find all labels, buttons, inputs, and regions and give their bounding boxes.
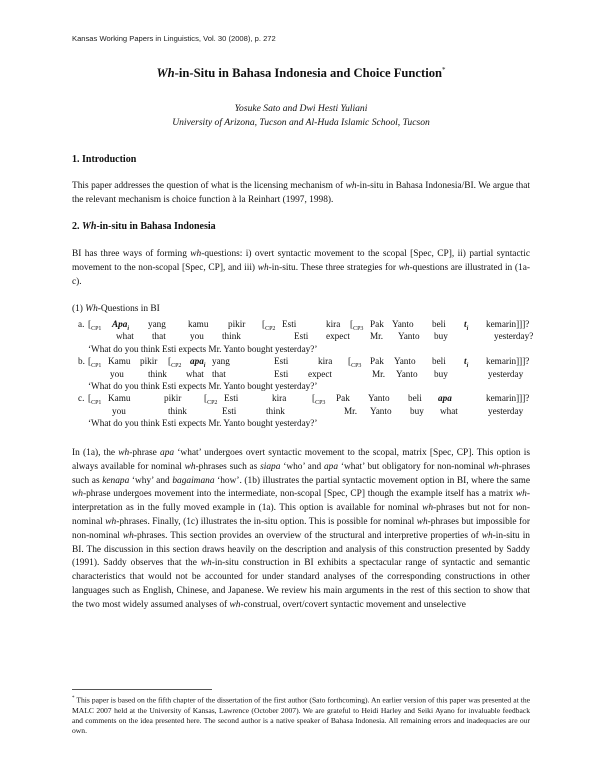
- title-footnote-mark: *: [442, 66, 446, 74]
- example-1c-line: c. [$_{CP1}$ Kamu pikir [$_{CP2}$ Esti kira [$_{CP3}$ Pak Yanto beli apa kemarin]]]?: [78, 393, 530, 407]
- footnote-text: This paper is based on the fifth chapter of the dissertation of the first author (Sato forthcoming). An earlier version of this paper was presented at the MALC 2007 held at the University of Kansas, Lawrence (October 2007). We are grateful to Heidi Harley and Seiki Ayano for invaluable feedback and comments on the idea presented here. The second author is a native speaker of Bahasa Indonesia. All remaining errors and inadequacies are our own.: [72, 695, 530, 736]
- footnote: [72, 694, 530, 736]
- section-1-body: This paper addresses the question of what is the licensing mechanism of wh-in-situ in Bahasa Indonesia/BI. We argue that the relevant mechanism is choice function à la Reinhart (1997, 1998).: [72, 181, 530, 205]
- example-1a-gloss-line: what that you think Esti expect Mr. Yanto buy yesterday?: [116, 331, 534, 342]
- example-1b-gloss-line: you think what that Esti expect Mr. Yanto buy yesterday: [110, 368, 524, 379]
- example-1c-translation: ‘What do you think Esti expects Mr. Yanto bought yesterday?’: [88, 418, 318, 429]
- example-1b-line: b. [$_{CP1}$ Kamu pikir [$_{CP2}$ apa$_i$ yang Esti kira [$_{CP3}$ Pak Yanto beli $t_i$ kemarin]]]?: [78, 356, 530, 369]
- section-2-heading: 2. Wh-in-situ in Bahasa Indonesia: [72, 221, 216, 232]
- example-1c-gloss-line: you think Esti think Mr. Yanto buy what yesterday: [112, 405, 524, 416]
- example-1a-translation: ‘What do you think Esti expects Mr. Yanto bought yesterday?’: [88, 343, 318, 354]
- section-2-paragraph-2: In (1a), the wh-phrase apa ‘what’ undergoes overt syntactic movement to the scopal, matrix [Spec, CP]. This option is always available for nominal wh-phrases such as siapa ‘who’ and apa ‘what’ but obligatory for non-nominal wh-phrases such as kenapa ‘why’ and bagaimana ‘how’. (1b) illustrates the partial syntactic movement option in BI, where the same wh-phrase undergoes movement into the intermediate, non-scopal [Spec, CP] though the example itself has a matrix wh-interpretation as in the fully moved example in (1a). This option is available for nominal wh-phrases but not for non-nominal wh-phrases. Finally, (1c) illustrates the in-situ option. This is possible for nominal wh-phrases but impossible for non-nominal wh-phrases. This section provides an overview of the structural and interpretive properties of wh-in-situ in BI. The discussion in this section draws heavily on the description and analysis of this construction presented by Saddy (1991). Saddy observes that the wh-in-situ construction in BI exhibits a spectacular range of syntactic and semantic characteristics that would not be accounted for under standard analyses of the corresponding constructions in other languages such as English, Chinese, and Japanese. We review his main arguments in the rest of this section to show that the two most widely assumed analyses of wh-construal, overt/covert syntactic movement and unselective: [72, 448, 531, 610]
- example-1a-line: a. [$_{CP1}$ Apa$_i$ yang kamu pikir [$_{CP2}$ Esti kira [$_{CP3}$ Pak Yanto beli $t_i$ kemarin]]]?: [72, 318, 530, 330]
- title-rest: -in-Situ in Bahasa Indonesia and Choice Function: [174, 66, 443, 81]
- example-1-label: (1) Wh-Questions in BI: [72, 304, 160, 314]
- footnote-rule: [72, 689, 212, 690]
- example-1b-translation: ‘What do you think Esti expects Mr. Yanto bought yesterday?’: [88, 380, 318, 391]
- author-names: Yosuke Sato and Dwi Hesti Yuliani: [234, 103, 368, 114]
- title-wh: Wh: [156, 66, 175, 81]
- running-head: Kansas Working Papers in Linguistics, Vol. 30 (2008), p. 272: [72, 34, 276, 43]
- section-2-paragraph-1: BI has three ways of forming wh-questions: i) overt syntactic movement to the scopal [Spec, CP], ii) partial syntactic movement to the non-scopal [Spec, CP], and iii) wh-in-situ. These three strategies for wh-questions are illustrated in (1a-c).: [72, 249, 530, 287]
- author-block: [72, 102, 530, 130]
- section-1-heading: 1. Introduction: [72, 154, 137, 165]
- example-1-gloss: [72, 318, 534, 430]
- author-affiliation: University of Arizona, Tucson and Al-Huda Islamic School, Tucson: [172, 117, 430, 128]
- cp1-bracket: [$_{CP1}$: [88, 319, 102, 332]
- footnote-mark: *: [72, 696, 75, 701]
- paper-title: [72, 66, 530, 81]
